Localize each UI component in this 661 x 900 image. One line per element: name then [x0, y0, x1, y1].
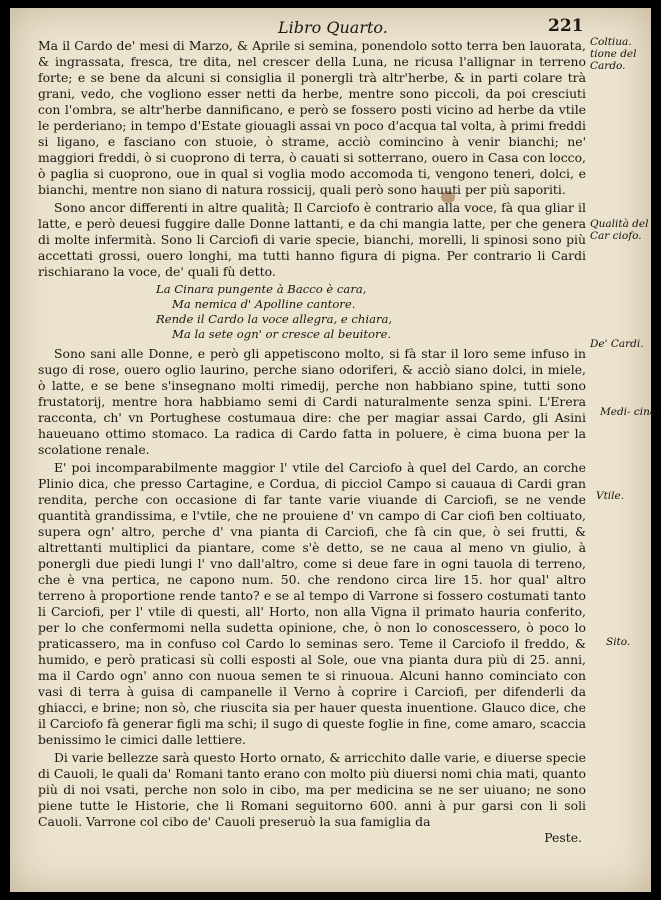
margin-note-cardi: De' Cardi. [590, 338, 644, 350]
paragraph-cardi: Sono sani alle Donne, e però gli appetiscono molto, si fà star il loro seme infuso in sugo di rose, ouero oglio laurino, perche siano odoriferi, & acciò siano dolci, in miele, ò latte, e se bene s'insegnano molti rimedij, perche non habbiano spine, tutti sono frustatorij, mentre hora habbiamo semi di Cardi naturalmente senza spini. L'Erera racconta, ch' vn Portughese costumaua dire: che per magiar assai Cardo, gli Asini haueuano ottimo stomaco. La radica di Cardo fatta in poluere, è cima buona per la scolatione renale. [38, 346, 586, 457]
margin-note-qualita: Qualità del Car ciofo. [590, 218, 649, 242]
running-header [10, 14, 651, 40]
verse-line: Ma nemica d' Apolline cantore. [172, 297, 356, 311]
paragraph-qualities: Sono ancor differenti in altre qualità; Il Carciofo è contrario alla voce, fà qua gliar il latte, e però deuesi fuggire dalle Donne lattanti, e da chi mangia latte, per che genera di molte infermità. Sono li Carciofi di varie specie, bianchi, morelli, li spinosi sono più accettati grossi, ouero longhi, ma tutti hanno figura di pigna. Per contrario li Cardi rischiarano la voce, de' quali fù detto. [38, 200, 586, 279]
margin-note-coltivatione: Coltiua. tione del Cardo. [590, 36, 637, 72]
running-title: Libro Quarto. [278, 18, 388, 37]
paragraph-cultivation: Ma il Cardo de' mesi di Marzo, & Aprile si semina, ponendolo sotto terra ben lauorata, & ingrassata, fresca, tre dita, nel crescer della Luna, ne ricusa l'allignar in terreno forte; e se bene da alcuni si consiglia il ponergli trà altr'herbe, & in parti colare trà grani, vedo, che vogliono esser netti da herbe, mentre sono piccoli, da poi cresciuti con l'ombra, se altr'herbe dannificano, e però se fossero posti vicino ad herbe da vtile le perderiano; in tempo d'Estate giouagli assai vn poco d'acqua tal volta, à primi freddi si ligano, e fasciano con stuoie, ò strame, acciò comincino à venir bianchi; ne' maggiori freddi, ò si cuoprono di terra, ò cauati si sotterrano, ouero in Casa con locco, ò paglia si cuoprono, oue in qual si voglia modo accomoda ti, vengono teneri, dolci, e bianchi, mentre non siano di natura rossicij, quali però sono hauuti per più saporiti. [38, 38, 587, 197]
verse-line: La Cinara pungente à Bacco è cara, [156, 282, 367, 296]
book-page [10, 8, 660, 892]
paragraph-utility: E' poi incomparabilmente maggior l' vtile del Carciofo à quel del Cardo, an corche Plinio dica, che presso Cartagine, e Cordua, di picciol Campo si cauaua di Cardi gran rendita, perche con occasione di far tante varie viuande di Carciofi, se ne vende quantità grandissima, e l'vtile, che ne prouiene d' vn campo di Car ciofi ben coltiuato, supera ogn' altro, perche d' vna pianta di Carciofi, che fà cin que, ò sei frutti, & altrettanti multiplici da piantare, come s'è detto, se ne caua al meno vn giulio, à ponergli due piedi lungi l' vno dall'altro, come si deue fare in ogni tauola di terreno, che è vna pertica, ne capono num. 50. che rendono circa lire 15. hor qual' altro terreno à proportione rende tanto? e se al tempo di Varrone si fossero costumati tanto li Carciofi, per l' vtile di questi, all' Horto, non alla Vigna il primato hauria conferito, per lo che confermomi nella sudetta opinione, che, ò non lo conoscessero, ò poco lo praticassero, ma in confuso col Cardo lo seminas sero. Teme il Carciofo il freddo, & humido, e però praticasi sù colli esposti al Sole, oue vna pianta dura più di 25. anni, ma il Cardo ogn' anno con nuoua semen te si rinuoua. Alcuni hanno cominciato con vasi di terra à guisa di campanelle il Verno à coprire i Carciofi, per difenderli da ghiacci, e brine; non sò, che riuscita sia per hauer questa inuentione. Glauco dice, che il Carciofo fà generar figli ma schi; il sugo di queste foglie in fine, come amaro, scaccia benissimo le cimici dalle lettiere. [38, 460, 587, 747]
margin-note-medicina: Medi- cina. [600, 406, 660, 418]
page-number: 221 [548, 16, 584, 36]
margin-note-vtile: Vtile. [596, 490, 625, 502]
verse-line: Rende il Cardo la voce allegra, e chiara, [156, 312, 393, 326]
catchword: Peste. [544, 830, 582, 845]
verse-line: Ma la sete ogn' or cresce al beuitore. [172, 327, 392, 341]
text-block [38, 38, 586, 846]
verse-quotation [156, 282, 586, 342]
margin-note-sito: Sito. [606, 636, 631, 648]
paragraph-cavoli: Di varie bellezze sarà questo Horto ornato, & arricchito dalle varie, e diuerse specie di Cauoli, le quali da' Romani tanto erano con molto più diuersi nomi chia mati, quanto più di noi vsati, perche non solo in cibo, ma per medicina se ne ser uiuano; ne sono piene tutte le Historie, che li Romani seguitorno 600. anni à pur garsi con li soli Cauoli. Varrone col cibo de' Cauoli preseruò la sua famiglia da [38, 750, 586, 829]
